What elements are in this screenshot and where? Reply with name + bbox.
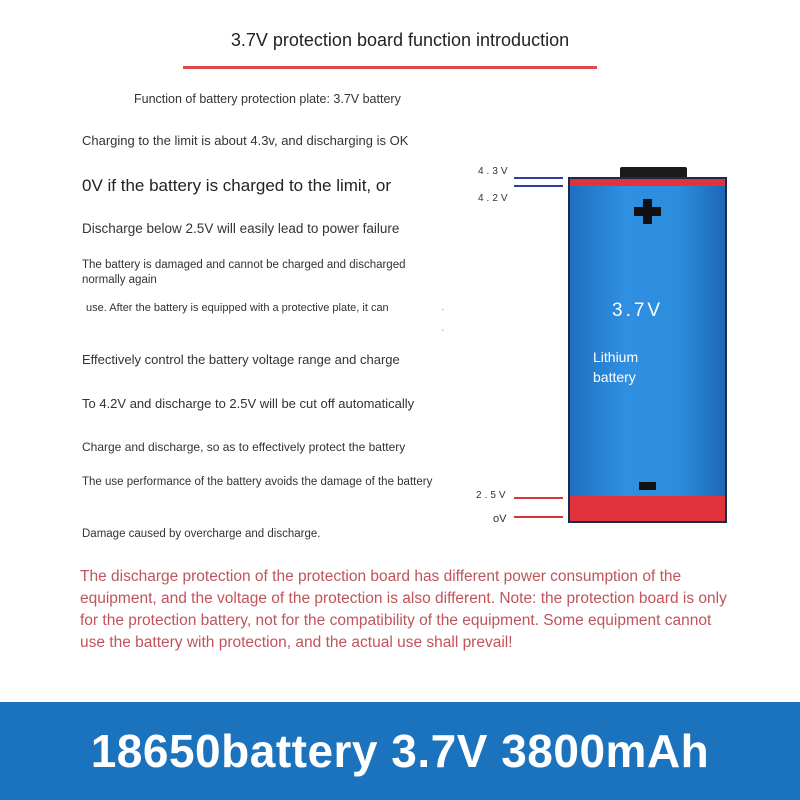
stray-mark: ˈ ˌ [441, 308, 445, 332]
battery-type-line2: battery [593, 369, 636, 385]
text-line-8: To 4.2V and discharge to 2.5V will be cut off automatically [82, 396, 415, 411]
product-banner [0, 702, 800, 800]
battery-top-cap [569, 178, 726, 186]
label-2-5v: 2.5V [476, 490, 509, 501]
text-line-2: Charging to the limit is about 4.3v, and discharging is OK [82, 133, 409, 148]
text-line-5: The battery is damaged and cannot be charged and discharged normally again [82, 259, 406, 286]
text-line-6: use. After the battery is equipped with a protective plate, it can [86, 302, 389, 314]
text-line-7: Effectively control the battery voltage range and charge [82, 352, 400, 367]
text-line-3: 0V if the battery is charged to the limit, or [82, 176, 391, 195]
battery-voltage-text: 3.7V [612, 300, 664, 321]
text-line-10: The use performance of the battery avoids the damage of the battery [82, 476, 433, 488]
text-line-1: Function of battery protection plate: 3.7V battery [134, 92, 401, 106]
label-4-2v: 4.2V [478, 193, 511, 204]
label-0v: oV [493, 513, 507, 525]
text-line-9: Charge and discharge, so as to effectively protect the battery [82, 440, 406, 454]
minus-icon [639, 482, 656, 490]
battery-type-line1: Lithium [593, 349, 639, 365]
battery-bottom-cap [569, 496, 726, 522]
text-line-11: Damage caused by overcharge and discharge. [82, 528, 321, 540]
battery-body [569, 186, 726, 498]
plus-icon-h [634, 207, 661, 216]
page-title: 3.7V protection board function introduction [230, 30, 570, 50]
protection-note: The discharge protection of the protection board has different power consumption of the equipment, and the voltage of the protection is also different. Note: the protection board is only for the protection battery, not for the compatibility of the equipment. Some equipment cannot use the battery with protection, and the actual use shall prevail! [80, 568, 727, 651]
text-line-4: Discharge below 2.5V will easily lead to power failure [82, 221, 400, 236]
label-4-3v: 4.3V [478, 166, 511, 177]
product-banner-text: 18650battery 3.7V 3800mAh [90, 725, 710, 777]
